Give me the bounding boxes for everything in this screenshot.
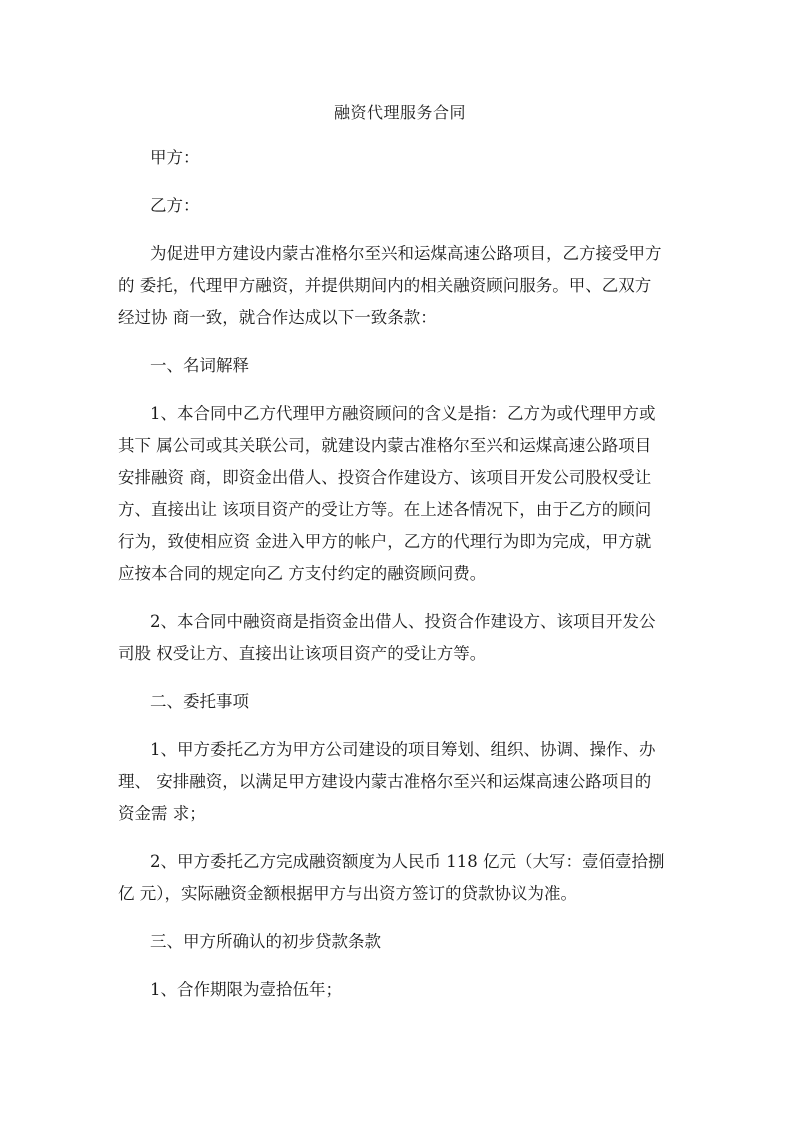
party-b-label: 乙方： (150, 196, 200, 215)
section-1-heading: 一、名词解释 (150, 356, 249, 375)
party-a-label: 甲方： (150, 148, 200, 167)
section-1-clause-1-line: 其下 属公司或其关联公司，就建设内蒙古准格尔至兴和运煤高速公路项目 (118, 436, 652, 455)
section-3-heading: 三、甲方所确认的初步贷款条款 (150, 932, 381, 951)
section-2-clause-1-line: 资金需 求； (118, 804, 206, 823)
section-1-clause-1-line: 应按本合同的规定向乙 方支付约定的融资顾问费。 (118, 564, 487, 583)
section-1-clause-1-line: 方、直接出让 该项目资产的受让方等。在上述各情况下，由于乙方的顾问 (118, 500, 652, 519)
section-2-clause-2-line: 2、甲方委托乙方完成融资额度为人民币 118 亿元（大写：壹佰壹拾捌 (150, 852, 665, 871)
section-2-clause-1-line: 1、甲方委托乙方为甲方公司建设的项目筹划、组织、协调、操作、办 (150, 740, 656, 759)
intro-line: 的 委托，代理甲方融资，并提供期间内的相关融资顾问服务。甲、乙双方 (118, 276, 652, 295)
section-2-clause-2-line: 亿 元），实际融资金额根据甲方与出资方签订的贷款协议为准。 (118, 884, 577, 903)
section-1-clause-1-line: 行为，致使相应资 金进入甲方的帐户，乙方的代理行为即为完成，甲方就 (118, 532, 652, 551)
section-1-clause-2-line: 2、本合同中融资商是指资金出借人、投资合作建设方、该项目开发公 (150, 612, 656, 631)
intro-line: 经过协 商一致，就合作达成以下一致条款： (118, 308, 437, 327)
section-3-clause-1-line: 1、合作期限为壹拾伍年； (150, 980, 342, 999)
section-1-clause-1-line: 1、本合同中乙方代理甲方融资顾问的含义是指：乙方为或代理甲方或 (150, 404, 656, 423)
document-title: 融资代理服务合同 (333, 103, 466, 122)
section-2-clause-1-line: 理、 安排融资，以满足甲方建设内蒙古准格尔至兴和运煤高速公路项目的 (118, 772, 652, 791)
section-2-heading: 二、委托事项 (150, 692, 249, 711)
section-1-clause-1-line: 安排融资 商，即资金出借人、投资合作建设方、该项目开发公司股权受让 (118, 468, 652, 487)
section-1-clause-2-line: 司股 权受让方、直接出让该项目资产的受让方等。 (118, 644, 487, 663)
intro-line: 为促进甲方建设内蒙古准格尔至兴和运煤高速公路项目，乙方接受甲方 (150, 244, 662, 263)
